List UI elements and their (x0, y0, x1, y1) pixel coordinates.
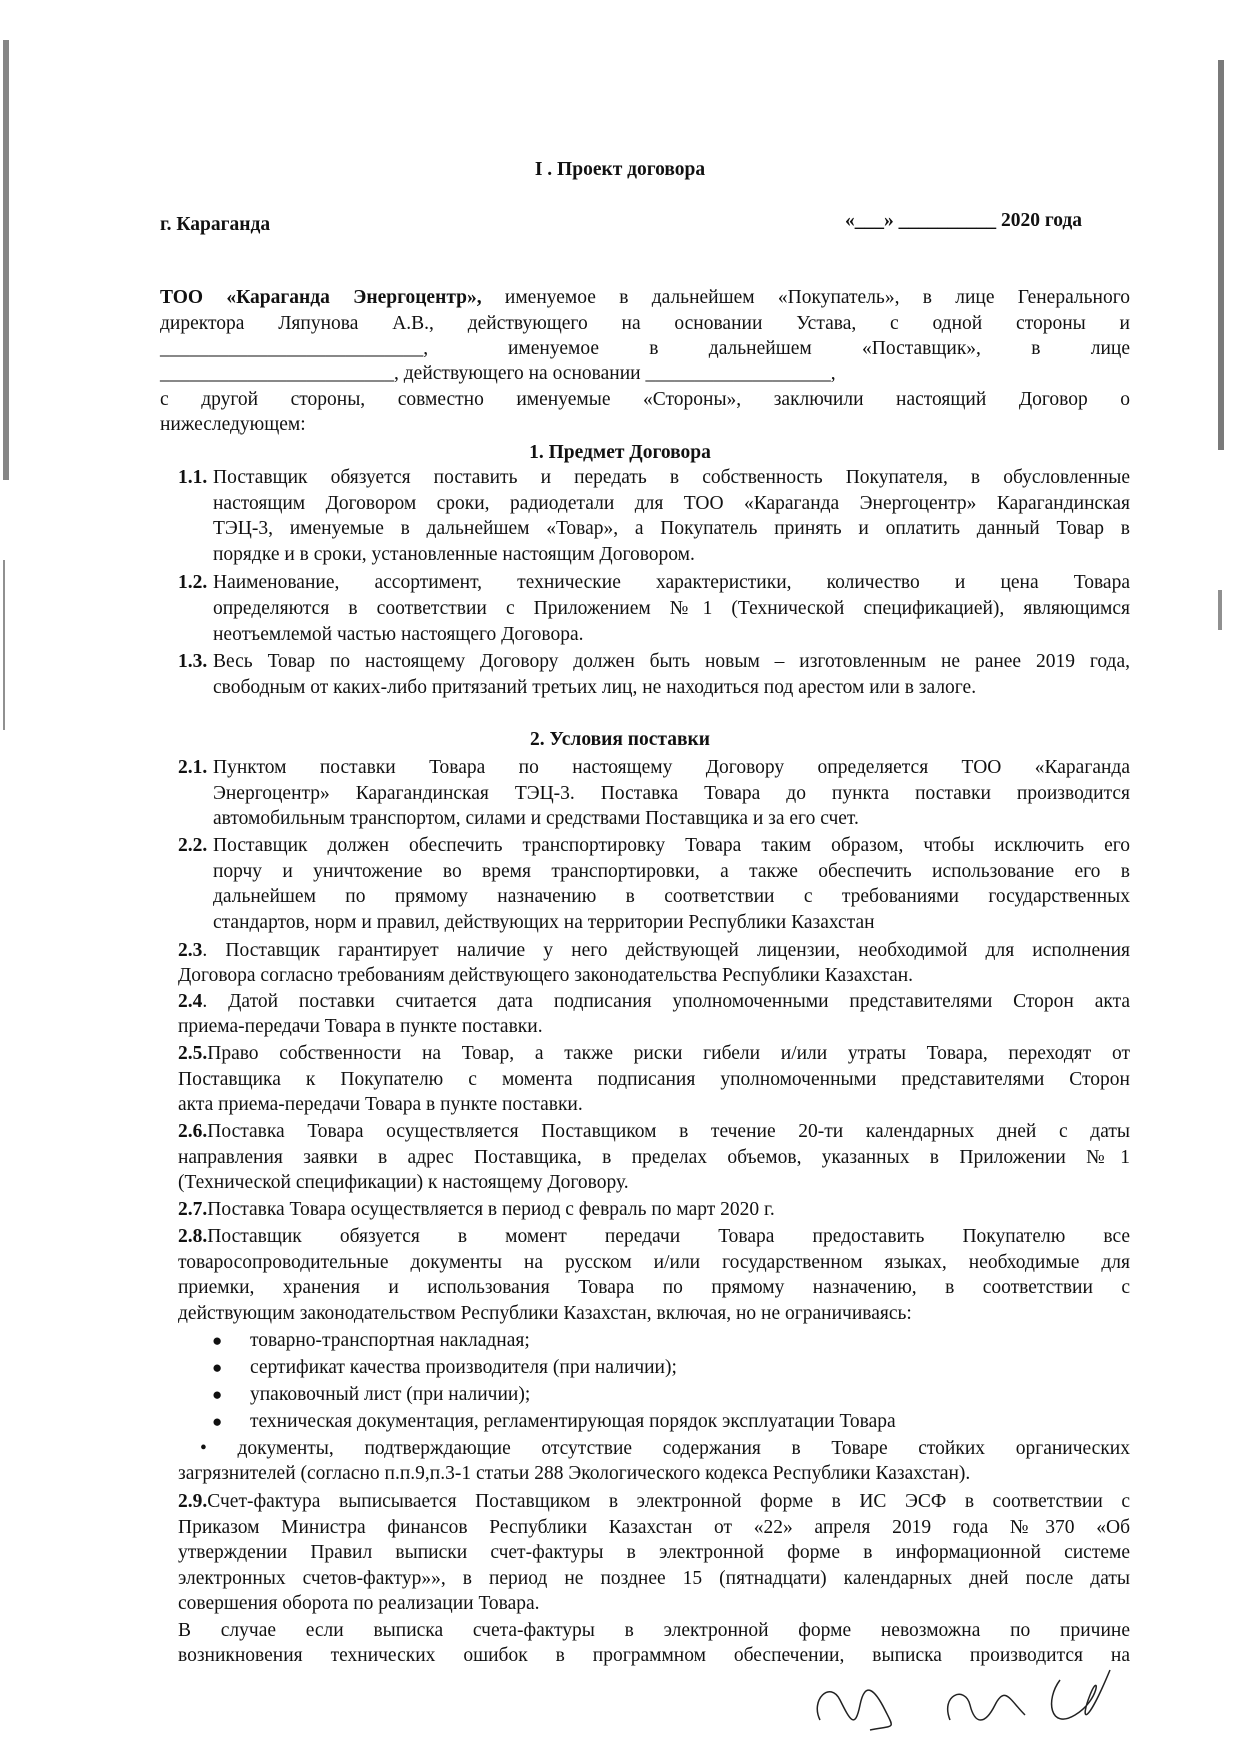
document-title: I . Проект договора (534, 159, 706, 180)
item-2-9-text: Счет-фактура выписывается Поставщиком в электронной форме в ИС ЭСФ в соответствии с (207, 1491, 1130, 1512)
item-2-9-line-3: утверждении Правил выписки счет-фактуры в электронной форме в информационной системе (178, 1542, 1130, 1563)
item-2-6-text: Поставка Товара осуществляется Поставщиком в течение 20-ти календарных дней с даты (207, 1121, 1130, 1142)
preamble-line-1 (160, 285, 1130, 311)
bullet-item: техническая документация, регламентирующая порядок эксплуатации Товара (250, 1411, 896, 1432)
scan-edge-left (3, 40, 9, 480)
item-2-9-line-5: совершения оборота по реализации Товара. (178, 1593, 540, 1614)
item-2-2-number: 2.2. (178, 835, 208, 856)
item-2-8-number: 2.8. (178, 1226, 208, 1247)
bullet-icon: ● (212, 1331, 223, 1350)
item-1-3-line: свободным от каких-либо притязаний третьих лиц, не находиться под арестом или в залоге. (213, 677, 977, 698)
signature-marks (800, 1660, 1160, 1740)
representative-line: ________________________ (160, 363, 394, 384)
closing-line-1: В случае если выписка счета-фактуры в электронной форме невозможна по причине (178, 1620, 1130, 1641)
item-2-1-number: 2.1. (178, 757, 208, 778)
item-2-8-text: Поставщик обязуется в момент передачи Товара предоставить Покупателю все (207, 1226, 1130, 1247)
item-2-1-line: Энергоцентр» Карагандинская ТЭЦ-3. Поставка Товара до пункта поставки производится (213, 783, 1130, 804)
item-1-3-line: Весь Товар по настоящему Договору должен быть новым – изготовленным не ранее 2019 года, (213, 651, 1130, 672)
preamble-line-6: нижеследующем: (160, 414, 306, 435)
item-2-1-line: автомобильным транспортом, силами и средствами Поставщика и за его счет. (213, 808, 859, 829)
bullet-icon: ● (212, 1412, 223, 1431)
item-1-1-line: настоящим Договором сроки, радиодетали для ТОО «Караганда Энергоцентр» Карагандинская (213, 493, 1130, 514)
item-2-8-line-1 (178, 1224, 1130, 1250)
item-1-1-line: ТЭЦ-3, именуемые в дальнейшем «Товар», а Покупатель принять и оплатить данный Товар в (213, 518, 1130, 539)
section-1-heading: 1. Предмет Договора (529, 442, 711, 463)
item-2-7-line-1 (178, 1197, 775, 1223)
item-1-3-number: 1.3. (178, 651, 208, 672)
item-2-3-number: 2.3 (178, 940, 203, 961)
item-2-9-number: 2.9. (178, 1491, 208, 1512)
preamble-line-1-rest: именуемое в дальнейшем «Покупатель», в лице Генерального (481, 287, 1130, 308)
closing-line-2: возникновения технических ошибок в программном обеспечении, выписка производится на (178, 1645, 1130, 1666)
item-1-1-line: порядке и в сроки, установленные настоящим Договором. (213, 544, 695, 565)
item-2-8-line-3: приемки, хранения и использования Товара по прямому назначению, в соответствии с (178, 1277, 1130, 1298)
item-2-5-line-3: акта приема-передачи Товара в пункте поставки. (178, 1094, 583, 1115)
item-2-7-number: 2.7. (178, 1199, 208, 1220)
item-1-2-line: Наименование, ассортимент, технические характеристики, количество и цена Товара (213, 572, 1130, 593)
item-2-5-line-2: Поставщика к Покупателю с момента подписания уполномоченными представителями Сторон (178, 1069, 1130, 1090)
item-2-8-line-2: товаросопроводительные документы на русском и/или государственном языках, необходимые для (178, 1252, 1130, 1273)
item-2-3-line-2: Договора согласно требованиям действующего законодательства Республики Казахстан. (178, 965, 914, 986)
bullet-item: упаковочный лист (при наличии); (250, 1384, 531, 1405)
item-2-4-text: . Датой поставки считается дата подписания уполномоченными представителями Сторон акта (202, 991, 1130, 1012)
item-2-5-number: 2.5. (178, 1043, 208, 1064)
item-2-8-line-4: действующим законодательством Республики Казахстан, включая, но не ограничиваясь: (178, 1303, 912, 1324)
item-2-1-line: Пунктом поставки Товара по настоящему Договору определяется ТОО «Караганда (213, 757, 1130, 778)
scan-edge-right (1218, 60, 1224, 450)
preamble-line-2: директора Ляпунова А.В., действующего на основании Устава, с одной стороны и (160, 313, 1130, 334)
supplier-name-blank: ___________________________, (160, 338, 429, 359)
item-2-2-line: порчу и уничтожение во время транспортировки, а также обеспечить использование его в (213, 861, 1130, 882)
item-2-9-line-1 (178, 1489, 1130, 1515)
item-1-2-line: неотъемлемой частью настоящего Договора. (213, 624, 584, 645)
item-2-2-line: Поставщик должен обеспечить транспортировку Товара таким образом, чтобы исключить его (213, 835, 1130, 856)
item-2-3-text: . Поставщик гарантирует наличие у него действующей лицензии, необходимой для исполнения (202, 940, 1130, 961)
scan-edge-left-lower (3, 560, 5, 730)
representative-blank (160, 361, 836, 387)
item-2-6-line-3: (Технической спецификации) к настоящему Договору. (178, 1172, 629, 1193)
item-2-5-line-1 (178, 1041, 1130, 1067)
representative-basis-label: , действующего на основании (394, 363, 641, 384)
item-2-5-text: Право собственности на Товар, а также риски гибели и/или утраты Товара, переходят от (207, 1043, 1130, 1064)
item-2-2-line: дальнейшем по прямому назначению в соответствии с требованиями государственных (213, 886, 1130, 907)
preamble-line-5: с другой стороны, совместно именуемые «Стороны», заключили настоящий Договор о (160, 389, 1130, 410)
section-2-heading: 2. Условия поставки (530, 729, 710, 750)
buyer-name: ТОО «Караганда Энергоцентр», (160, 287, 482, 308)
bullet-extra-line-2: загрязнителей (согласно п.п.9,п.3-1 статьи 288 Экологического кодекса Республики Казахстан). (178, 1463, 971, 1484)
date-day (845, 208, 1082, 234)
item-2-3-line-1 (178, 938, 1130, 964)
item-2-6-number: 2.6. (178, 1121, 208, 1142)
item-2-4-number: 2.4 (178, 991, 203, 1012)
bullet-icon: ● (212, 1385, 223, 1404)
item-2-2-line: стандартов, норм и правил, действующих на территории Республики Казахстан (213, 912, 875, 933)
item-1-2-number: 1.2. (178, 572, 208, 593)
item-1-2-line: определяются в соответствии с Приложением №1 (Технической спецификацией), являющимся (213, 598, 1130, 619)
bullet-item: сертификат качества производителя (при наличии); (250, 1357, 677, 1378)
scan-edge-right-lower (1218, 590, 1222, 630)
date-quotes: «___» (845, 210, 894, 231)
date-month-blank: __________ (898, 210, 997, 231)
preamble-line-3: именуемое в дальнейшем «Поставщик», в лице (508, 338, 1130, 359)
item-1-1-number: 1.1. (178, 467, 208, 488)
city-label: г. Караганда (160, 214, 271, 235)
item-2-6-line-2: направления заявки в адрес Поставщика, в пределах объемов, указанных в Приложении №1 (178, 1147, 1130, 1168)
bullet-extra-line-1: • документы, подтверждающие отсутствие содержания в Товаре стойких органических (200, 1438, 1130, 1459)
bullet-item: товарно-транспортная накладная; (250, 1330, 530, 1351)
bullet-icon: ● (212, 1358, 223, 1377)
basis-blank: ___________________, (645, 363, 836, 384)
item-1-1-line: Поставщик обязуется поставить и передать в собственность Покупателя, в обусловленные (213, 467, 1130, 488)
item-2-7-text: Поставка Товара осуществляется в период с февраль по март 2020 г. (207, 1199, 775, 1220)
date-year: 2020 года (1001, 210, 1083, 231)
item-2-4-line-2: приема-передачи Товара в пункте поставки. (178, 1016, 543, 1037)
item-2-9-line-2: Приказом Министра финансов Республики Казахстан от «22» апреля 2019 года №370 «Об (178, 1517, 1130, 1538)
item-2-4-line-1 (178, 989, 1130, 1015)
item-2-6-line-1 (178, 1119, 1130, 1145)
item-2-9-line-4: электронных счетов-фактур»», в период не позднее 15 (пятнадцати) календарных дней после даты (178, 1568, 1130, 1589)
